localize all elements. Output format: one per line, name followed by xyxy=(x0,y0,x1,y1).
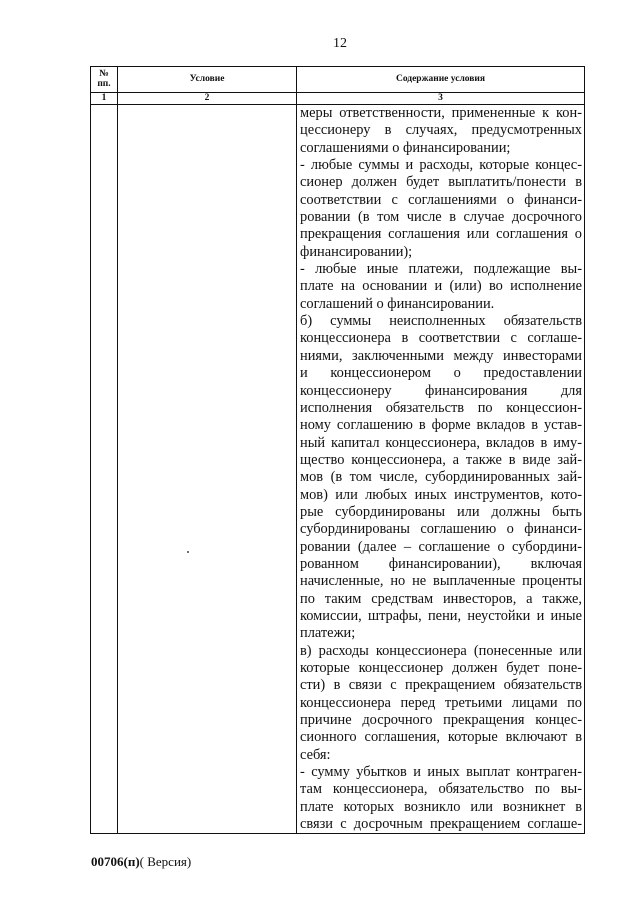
content-line: платежи; xyxy=(300,625,356,642)
content-line: концессионера в соответствии с соглаше- xyxy=(300,330,582,347)
content-line: рые субординированы или должны быть xyxy=(300,503,582,520)
condition-cell xyxy=(118,105,297,834)
column-number-3: 3 xyxy=(297,93,585,105)
content-line: плате на основании и (или) во исполнение xyxy=(300,278,582,295)
content-line: связи с досрочным прекращением соглаше- xyxy=(300,816,582,833)
content-line: б) суммы неисполненных обязательств xyxy=(300,313,582,330)
content-line: цессионеру в случаях, предусмотренных xyxy=(300,122,582,139)
content-line: которые концессионер должен будет поне- xyxy=(300,660,582,676)
content-line: ному соглашению в форме вкладов в устав- xyxy=(300,417,582,434)
content-line: сти) в связи с прекращением обязательств xyxy=(300,677,582,694)
content-line: ровании (в том числе в случае досрочного xyxy=(300,209,582,226)
content-line: субординированы соглашению о финанси- xyxy=(300,521,582,538)
content-line: плате которых возникло или возникнет в xyxy=(300,798,582,815)
document-code: 00706(п) xyxy=(91,854,140,869)
document-footer xyxy=(91,854,191,870)
content-line: в) расходы концессионера (понесенные или xyxy=(300,642,582,659)
content-line: соответствии с соглашениями о финанси- xyxy=(300,191,582,208)
conditions-table xyxy=(90,66,585,834)
column-number-2: 2 xyxy=(118,93,297,105)
content-line: рованном финансировании), включая xyxy=(300,555,582,572)
header-number-label: № пп. xyxy=(97,68,111,89)
page-number: 12 xyxy=(333,36,347,51)
header-number xyxy=(91,67,118,93)
content-line: себя: xyxy=(300,746,331,763)
content-line: мов) или любых иных инструментов, кото- xyxy=(300,486,582,503)
content-line: начисленные, но не выплаченные проценты xyxy=(300,573,582,590)
content-line: исполнения обязательств по концессион- xyxy=(300,399,582,416)
content-line: по таким средствам инвесторов, а также, xyxy=(300,590,582,607)
content-line: там концессионера, обязательство по вы- xyxy=(300,781,582,798)
content-line: соглашениями о финансировании; xyxy=(300,139,511,156)
content-line: ный капитал концессионера, вкладов в иму- xyxy=(300,434,582,451)
table-header-row xyxy=(91,67,585,93)
content-line: соглашений о финансировании. xyxy=(300,295,495,312)
content-cell xyxy=(297,105,585,834)
content-line: щество концессионера, а также в виде зай- xyxy=(300,451,582,468)
document-version: ( Версия) xyxy=(139,854,192,869)
content-line: финансировании); xyxy=(300,243,413,260)
content-line: концессионеру финансирования для xyxy=(300,382,582,399)
content-line: и концессионером о предоставлении xyxy=(300,365,582,382)
content-line: меры ответственности, примененные к кон- xyxy=(300,105,582,121)
table-row xyxy=(91,105,585,834)
content-line: причине досрочного прекращения концес- xyxy=(300,712,582,729)
content-text xyxy=(297,105,584,833)
content-line: - сумму убытков и иных выплат контраген- xyxy=(300,764,582,781)
content-line: - любые суммы и расходы, которые концес- xyxy=(300,157,582,174)
content-line: мов (в том числе, субординированных зай- xyxy=(300,469,582,486)
column-number-row xyxy=(91,93,585,105)
content-line: комиссии, штрафы, пени, неустойки и иные xyxy=(300,607,582,624)
scan-speck xyxy=(187,551,189,553)
column-number-1: 1 xyxy=(91,93,118,105)
content-line: прекращения соглашения или соглашения о xyxy=(300,226,582,243)
content-line: - любые иные платежи, подлежащие вы- xyxy=(300,261,582,278)
header-condition: Условие xyxy=(118,67,297,93)
header-content: Содержание условия xyxy=(297,67,585,93)
content-line: ровании (далее – соглашение о субордини- xyxy=(300,538,582,555)
content-line: концессионера перед третьими лицами по xyxy=(300,694,582,711)
content-line: сионер должен будет выплатить/понести в xyxy=(300,174,582,191)
content-line: сионного соглашения, которые включают в xyxy=(300,729,582,746)
content-line: ниями, заключенными между инвесторами xyxy=(300,347,582,364)
number-cell xyxy=(91,105,118,834)
